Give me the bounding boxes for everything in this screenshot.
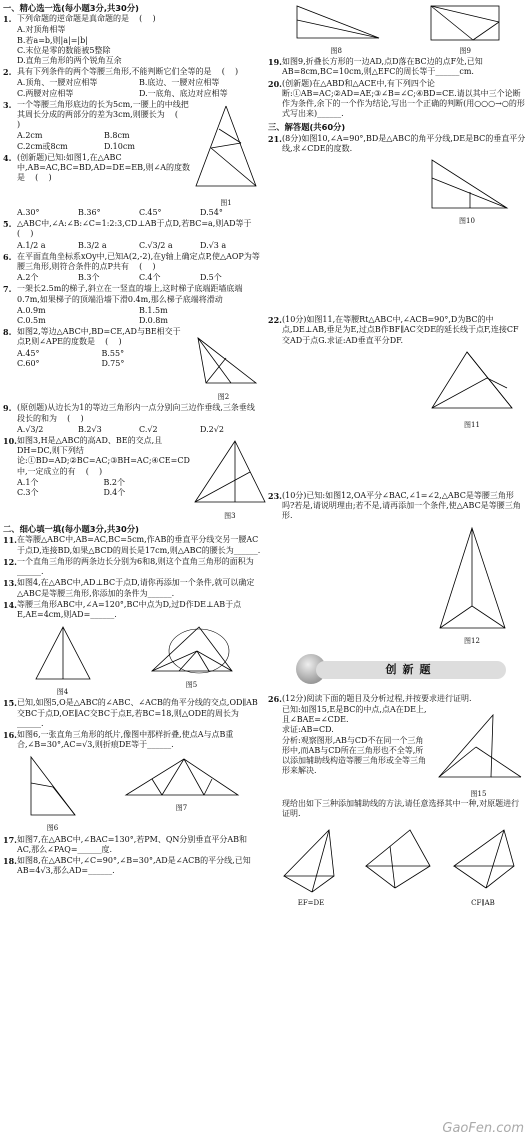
q3-options (3, 131, 191, 151)
question-8: 8. 如图2,等边△ABC中,BD=CE,AD与BE相交于点P,则∠APE的度数是 ( ) (3, 327, 181, 347)
method-3-caption: CF∥AB (471, 898, 495, 907)
section-title-fill: 二、细心填一填(每小题3分,共30分) (3, 524, 139, 535)
figure-7-drawing (122, 753, 242, 801)
figure-3-caption: 图3 (224, 512, 236, 521)
option: C.末位是零的数能被5整除 (17, 45, 111, 55)
section-title-choice: 一、精心选一选(每小题3分,共30分) (3, 3, 139, 13)
figure-12 (418, 524, 526, 646)
figure-6 (23, 751, 83, 833)
option: A.对顶角相等 (17, 25, 66, 35)
figure-12-caption: 图12 (464, 636, 480, 645)
q2-options (3, 78, 261, 98)
option: B.8cm (104, 131, 130, 141)
figure-15-caption: 图15 (470, 790, 487, 799)
method-figure-3-drawing (446, 826, 521, 896)
q26-instruction: 现给出如下三种添加辅助线的方法,请任意选择其中一种,对原题进行证明. (282, 799, 520, 819)
option: A.1个 (17, 477, 39, 487)
option: C.4个 (139, 273, 161, 283)
right-column (268, 0, 526, 908)
section-title-answer: 三、解答题(共60分) (268, 122, 346, 133)
question-14: 14. 等腰三角形ABC中,∠A=120°,BC中点为D,过D作DE⊥AB于点E,AE=4cm,则AD=______. (3, 599, 242, 619)
option: A.45° (17, 348, 40, 358)
figure-12-drawing (435, 524, 510, 634)
figure-9 (425, 0, 505, 56)
question-16: 16. 如图6,一张直角三角形的纸片,像图中那样折叠,使点A与点B重合,∠B=30°,AC=√3,则折痕DE等于______. (3, 729, 234, 750)
option: C.√3/2 a (139, 240, 173, 250)
figure-6-caption: 图6 (46, 824, 59, 833)
figure-9-drawing (425, 2, 505, 44)
option: B.2√3 (78, 424, 102, 434)
option: D.2√2 (200, 424, 224, 434)
option: D.54° (200, 208, 223, 218)
question-2: 2. 具有下列条件的两个等腰三角形,不能判断它们全等的是 ( ) (3, 67, 239, 78)
figure-11-caption: 图11 (464, 420, 480, 429)
option: D.75° (101, 358, 125, 368)
question-17: 17. 如图7,在△ABC中,∠BAC=130°,若PM、QN分别垂直平分AB和AC,那么∠PAQ=______度. (3, 834, 248, 854)
figure-3 (190, 435, 270, 521)
figure-10 (408, 156, 526, 226)
figure-15 (431, 705, 526, 799)
method-figure-2 (360, 824, 435, 908)
question-7: 7. 一架长2.5m的梯子,斜立在一竖直的墙上,这时梯子底端距墙底端0.7m,如果梯子的顶端沿墙下滑0.4m,那么梯子底端将滑动 (3, 284, 243, 304)
option: C.45° (139, 208, 162, 218)
question-19: 19. 如图9,折叠长方形的一边AD,点D落在BC边的点F处,已知AB=8cm,BC=10cm,则△EFC的周长等于______cm. (268, 57, 483, 77)
figure-4-caption: 图4 (56, 688, 69, 697)
option: D.5个 (200, 273, 222, 283)
figure-11-drawing (427, 348, 517, 418)
option: B.若a=b,则|a|=|b| (17, 35, 88, 45)
question-22: 22. (10分)如图11,在等腰Rt△ABC中,∠ACB=90°,D为BC的中点,DE⊥AB,垂足为E,过点B作BF∥AC交DE的延长线于点F,连接CF交AD于点G.求证:AD垂直平分DF. (268, 315, 519, 345)
question-11: 11. 在等腰△ABC中,AB=AC,BC=5cm,作AB的垂直平分线交另一腰AC于点D,连接BD,如果△BCD的周长是17cm,则△ABC的腰长为______. (3, 535, 261, 555)
option: A.√3/2 (17, 424, 44, 434)
option: B.3个 (78, 273, 100, 283)
figure-10-drawing (422, 156, 512, 214)
option: C.2cm或8cm (17, 141, 68, 151)
option: C.两腰对应相等 (17, 88, 74, 98)
q1-options (3, 25, 261, 66)
figure-5 (147, 621, 237, 697)
option: B.3/2 a (78, 240, 107, 250)
option: D.√3 a (200, 240, 227, 250)
left-column (3, 0, 261, 877)
option: D.4个 (103, 488, 126, 498)
option: B.底边、一腰对应相等 (139, 78, 220, 88)
question-5: 5. △ABC中,∠A:∠B:∠C=1:2:3,CD⊥AB于点D,若BC=a,则AD等于 ( ) (3, 219, 262, 239)
figure-8-drawing (289, 2, 384, 44)
figure-2-caption: 图2 (217, 393, 230, 402)
option: C.60° (17, 358, 40, 368)
question-1: 1. 下列命题的逆命题是真命题的是 ( ) (3, 14, 156, 25)
question-3: 3. 一个等腰三角形底边的长为5cm,一腰上的中线把其周长分成的两部分的差为3cm,则腰长为 ( ) (3, 99, 189, 130)
option: D.0.8m (139, 316, 168, 326)
method-figure-2-drawing (360, 826, 435, 896)
option: B.55° (101, 348, 125, 358)
question-6: 6. 在平面直角坐标系xOy中,已知A(2,-2),在y轴上确定点P,使△AOP为等腰三角形,则符合条件的点P共有 ( ) (3, 251, 260, 272)
q26-prove: 求证:AB=CD. (282, 725, 334, 735)
option: D.直角三角形的两个锐角互余 (17, 56, 122, 66)
q8-options (3, 349, 186, 369)
question-20: 20. (创新题)在△ABD和△ACE中,有下列四个论断:①AB=AC;②AD=AE;③∠B=∠C;④BD=CE.请以其中三个论断作为条件,余下的一个作为结论,写出一个正确的判断(用○○○→○的形式写出来)______. (268, 78, 525, 119)
figure-1-drawing (191, 101, 261, 196)
question-21: 21. (8分)如图10,∠A=90°,BD是△ABC的角平分线,DE是BC的垂直平分线,求∠CDE的度数. (268, 133, 526, 153)
question-15: 15. 已知,如图5,O是△ABC的∠ABC、∠ACB的角平分线的交点,OD∥AB交BC于点D,OE∥AC交BC于点E,若BC=18,则△ODE的周长为______. (3, 698, 258, 728)
option: A.1/2 a (17, 240, 46, 250)
q5-options (3, 241, 261, 251)
figure-5-caption: 图5 (185, 681, 198, 690)
option: B.2个 (103, 477, 125, 487)
method-1-caption: EF=DE (297, 898, 325, 907)
option: D.10cm (104, 141, 135, 151)
figure-4 (28, 621, 98, 697)
watermark-logo: GaoFen.com (442, 1120, 524, 1136)
figure-8-caption: 图8 (330, 47, 342, 55)
q26-given: 已知:如图15,E是BC的中点,点A在DE上,且∠BAE=∠CDE. (282, 705, 427, 725)
figure-6-drawing (23, 753, 83, 821)
figure-3-drawing (190, 437, 270, 509)
option: A.30° (17, 208, 40, 218)
option: A.0.9m (17, 305, 46, 315)
question-10: 10. 如图3,H是△ABC的高AD、BE的交点,且DH=DC,则下列结论:①BD=AD;②BC=AC;③BH=AC;④CE=CD中,一定成立的有 ( ) (3, 436, 190, 476)
question-18: 18. 如图8,在△ABC中,∠C=90°,∠B=30°,AD是∠ACB的平分线,已知AB=4√3,那么AD=______. (3, 855, 251, 876)
option: C.3个 (17, 488, 39, 498)
method-figure-1-drawing (274, 826, 349, 896)
innovation-banner (268, 652, 526, 688)
q26-analysis: 分析:观察图形,AB与CD不在同一个三角形中,而AB与CD所在三角形也不全等,所以添加辅助线构造等腰三角形或全等三角形来解决. (282, 735, 426, 776)
figure-2-drawing (186, 328, 261, 390)
q6-options (3, 273, 261, 283)
option: C.0.5m (17, 316, 46, 326)
figure-15-drawing (431, 707, 526, 787)
option: B.36° (78, 208, 101, 218)
figure-8 (289, 0, 384, 56)
method-figure-1 (274, 824, 349, 908)
option: C.√2 (139, 424, 158, 434)
option: A.2cm (17, 131, 43, 141)
question-9: 9. (原创题)从边长为1的等边三角形内一点分别向三边作垂线,三条垂线段长的和为 ( ) (3, 403, 255, 423)
question-4: 4. (创新题)已知:如图1,在△ABC中,AB=AC,BC=BD,AD=DE=EB,则∠A的度数是 ( ) (3, 152, 191, 183)
question-13: 13. 如图4,在△ABC中,AD⊥BC于点D,请你再添加一个条件,就可以确定△ABC是等腰三角形,你添加的条件为______. (3, 578, 255, 598)
figure-9-caption: 图9 (459, 47, 471, 55)
method-figure-3 (446, 824, 521, 908)
figure-7 (122, 751, 242, 833)
q7-options (3, 306, 261, 326)
question-26: 26. (12分)阅读下面的题目及分析过程,并按要求进行证明. (268, 693, 472, 704)
figure-11 (418, 348, 526, 430)
option: A.顶角、一腰对应相等 (17, 78, 98, 88)
option: D.一底角、底边对应相等 (139, 88, 228, 98)
figure-2 (186, 326, 261, 402)
figure-1-caption: 图1 (220, 198, 232, 207)
figure-4-drawing (28, 623, 98, 685)
option: A.2个 (17, 273, 39, 283)
figure-5-drawing (147, 623, 237, 678)
question-12: 12. 一个直角三角形的两条边长分别为6和8,则这个直角三角形的面积为______. (3, 556, 254, 577)
question-23: 23. (10分)已知:如图12,OA平分∠BAC,∠1=∠2,△ABC是等腰三角形吗?若是,请说明理由;若不是,请再添加一个条件,使△ABC是等腰三角形. (268, 491, 521, 521)
q9-options (3, 425, 261, 435)
figure-10-caption: 图10 (459, 217, 475, 226)
option: B.1.5m (139, 305, 168, 315)
q4-options (3, 208, 261, 218)
banner-title: 创新题 (316, 661, 506, 679)
figure-1 (191, 99, 261, 208)
q10-options (3, 478, 190, 498)
figure-7-caption: 图7 (175, 804, 188, 813)
